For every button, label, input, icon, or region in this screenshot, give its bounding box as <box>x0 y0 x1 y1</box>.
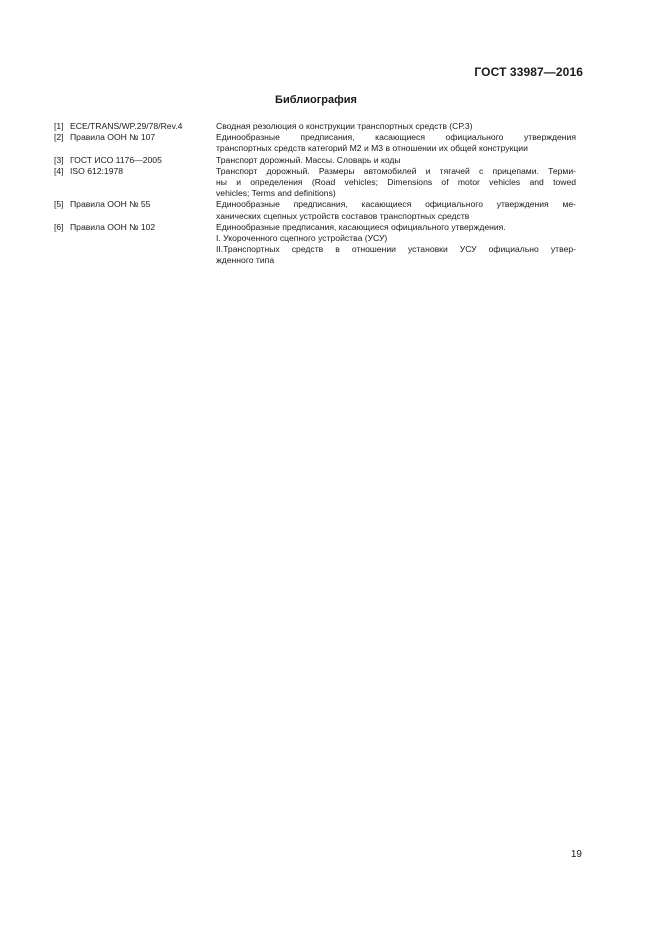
entry-number: [5] <box>54 199 64 210</box>
description-line: Единообразные предписания, касающиеся официального утверждения. <box>216 221 506 232</box>
description-line: vehicles; Terms and definitions) <box>216 188 336 199</box>
bibliography-list <box>54 121 576 267</box>
entry-description <box>216 166 576 200</box>
bibliography-entry <box>54 166 576 200</box>
description-line: Единообразные предписания, касающиеся официального утверждения ме- <box>216 199 576 210</box>
standard-code-header: ГОСТ 33987—2016 <box>474 65 583 79</box>
entry-reference: ГОСТ ИСО 1176—2005 <box>70 154 162 165</box>
bibliography-entry <box>54 132 576 154</box>
description-line: I. Укороченного сцепного устройства (УСУ) <box>216 233 388 244</box>
description-line: транспортных средств категорий М2 и М3 в отношении их общей конструкции <box>216 143 528 154</box>
description-line: ханических сцепных устройств составов транспортных средств <box>216 210 470 221</box>
description-line: Транспорт дорожный. Размеры автомобилей и тягачей с прицепами. Терми- <box>216 165 576 176</box>
entry-number: [2] <box>54 132 64 143</box>
entry-description <box>216 155 576 166</box>
entry-description <box>216 222 576 267</box>
description-line: II.Транспортных средств в отношении установки УСУ официально утвер- <box>216 244 576 255</box>
entry-description <box>216 121 576 132</box>
entry-number: [6] <box>54 221 64 232</box>
description-line: ны и определения (Road vehicles; Dimensions of motor vehicles and towed <box>216 177 576 188</box>
bibliography-entry <box>54 155 576 166</box>
entry-description <box>216 132 576 154</box>
entry-number: [4] <box>54 165 64 176</box>
entry-reference: Правила ООН № 55 <box>70 199 151 210</box>
entry-reference: ISO 612:1978 <box>70 165 124 176</box>
entry-reference: Правила ООН № 107 <box>70 132 156 143</box>
entry-number: [1] <box>54 121 64 131</box>
entry-number: [3] <box>54 154 64 165</box>
entry-description <box>216 199 576 221</box>
description-line: Транспорт дорожный. Массы. Словарь и коды <box>216 154 401 165</box>
description-line: Сводная резолюция о конструкции транспортных средств (СР.3) <box>216 121 473 131</box>
bibliography-entry <box>54 121 576 132</box>
entry-reference: ECE/TRANS/WP.29/78/Rev.4 <box>70 121 183 131</box>
description-line: Единообразные предписания, касающиеся официального утверждения <box>216 132 576 143</box>
bibliography-entry <box>54 199 576 221</box>
bibliography-title: Библиография <box>275 94 357 106</box>
description-line: жденного типа <box>216 255 275 266</box>
bibliography-entry <box>54 222 576 267</box>
page-number: 19 <box>570 849 582 860</box>
entry-reference: Правила ООН № 102 <box>70 221 156 232</box>
